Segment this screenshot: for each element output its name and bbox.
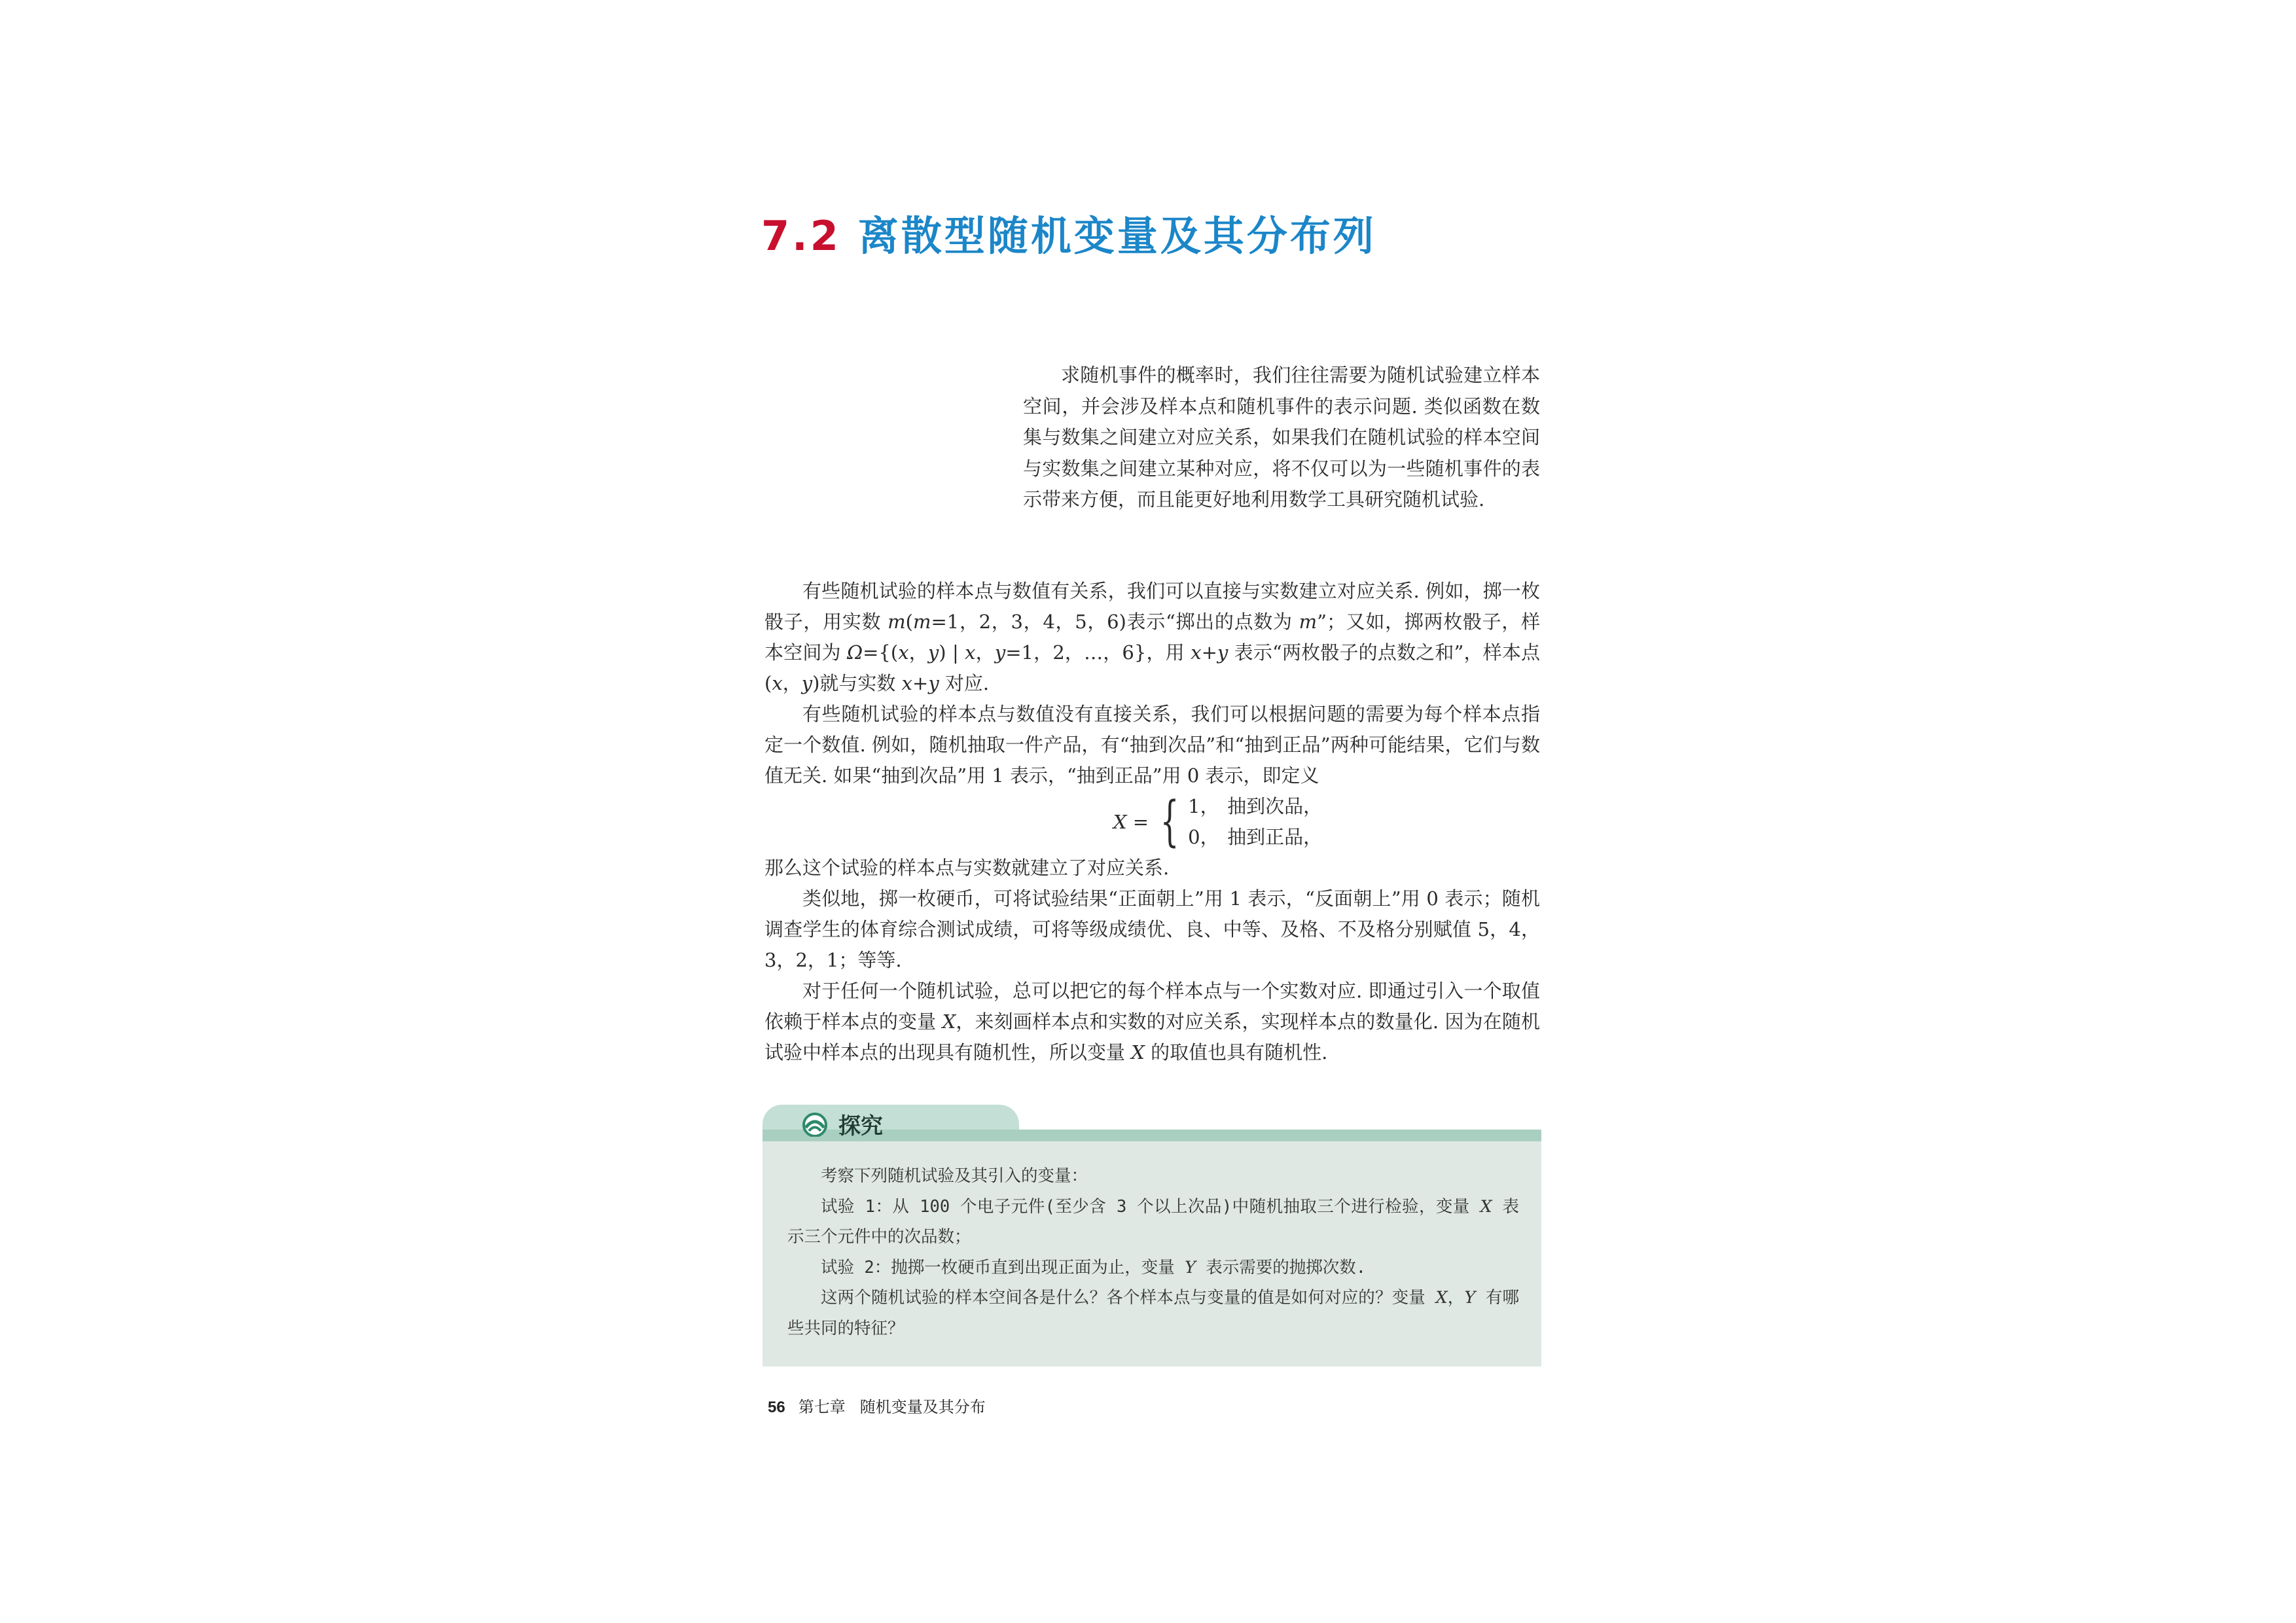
explore-heading bbox=[800, 1108, 883, 1140]
formula-lhs: X = bbox=[1113, 810, 1149, 833]
case-2: 0， 抽到正品， bbox=[1188, 826, 1323, 848]
intro-text: 求随机事件的概率时，我们往往需要为随机试验建立样本空间，并会涉及样本点和随机事件的表示问题. 类似函数在数集与数集之间建立对应关系，如果我们在随机试验的样本空间与实数集之间建立某种对应，将不仅可以为一些随机事件的表示带来方便，而且能更好地利用数学工具研究随机试验. bbox=[1023, 364, 1540, 510]
piecewise-definition bbox=[895, 791, 1540, 853]
explore-icon bbox=[800, 1112, 829, 1137]
explore-line-4: 这两个随机试验的样本空间各是什么？各个样本点与变量的值是如何对应的？变量 X，Y 有哪些共同的特征？ bbox=[787, 1288, 1519, 1338]
explore-label: 探究 bbox=[838, 1113, 883, 1139]
explore-box bbox=[762, 1105, 1541, 1366]
section-title: 离散型随机变量及其分布列 bbox=[857, 212, 1376, 260]
explore-text bbox=[787, 1161, 1519, 1344]
paragraph-2: 有些随机试验的样本点与数值没有直接关系，我们可以根据问题的需要为每个样本点指定一个数值. 例如，随机抽取一件产品，有“抽到次品”和“抽到正品”两种可能结果，它们与数值无关. 如果“抽到次品”用 1 表示，“抽到正品”用 0 表示，即定义 bbox=[764, 703, 1540, 787]
paragraph-1: 有些随机试验的样本点与数值有关系，我们可以直接与实数建立对应关系. 例如，掷一枚骰子，用实数 m(m=1，2，3，4，5，6)表示“掷出的点数为 m”；又如，掷两枚骰子，样本空间为 Ω={(x，y) | x，y=1，2，…，6}，用 x+y 表示“两枚骰子的点数之和”，样本点(x，y)就与实数 x+y 对应. bbox=[764, 580, 1541, 694]
explore-line-2: 试验 1：从 100 个电子元件(至少含 3 个以上次品)中随机抽取三个进行检验，变量 X 表示三个元件中的次品数； bbox=[787, 1196, 1519, 1247]
case-1: 1， 抽到次品， bbox=[1188, 795, 1323, 817]
main-body bbox=[764, 576, 1540, 1068]
formula-cases bbox=[1188, 791, 1322, 853]
page-number: 56 bbox=[768, 1399, 785, 1416]
chapter-title: 随机变量及其分布 bbox=[859, 1398, 986, 1416]
explore-line-1: 考察下列随机试验及其引入的变量： bbox=[821, 1166, 1088, 1186]
intro-paragraph bbox=[1023, 360, 1540, 516]
left-brace-icon: { bbox=[1160, 791, 1179, 853]
paragraph-5: 对于任何一个随机试验，总可以把它的每个样本点与一个实数对应. 即通过引入一个取值依赖于样本点的变量 X，来刻画样本点和实数的对应关系，实现样本点的数量化. 因为在随机试验中样本点的出现具有随机性，所以变量 X 的取值也具有随机性. bbox=[764, 980, 1540, 1063]
paragraph-4: 类似地，掷一枚硬币，可将试验结果“正面朝上”用 1 表示，“反面朝上”用 0 表示；随机调查学生的体育综合测试成绩，可将等级成绩优、良、中等、及格、不及格分别赋值 5，4，3，2，1；等等. bbox=[764, 887, 1540, 971]
paragraph-3: 那么这个试验的样本点与实数就建立了对应关系. bbox=[764, 857, 1170, 879]
explore-line-3: 试验 2：抛掷一枚硬币直到出现正面为止，变量 Y 表示需要的抛掷次数. bbox=[821, 1257, 1367, 1277]
section-number: 7.2 bbox=[761, 212, 841, 260]
section-heading bbox=[761, 212, 1376, 260]
chapter-number: 第七章 bbox=[798, 1398, 846, 1416]
page-footer bbox=[768, 1394, 986, 1417]
